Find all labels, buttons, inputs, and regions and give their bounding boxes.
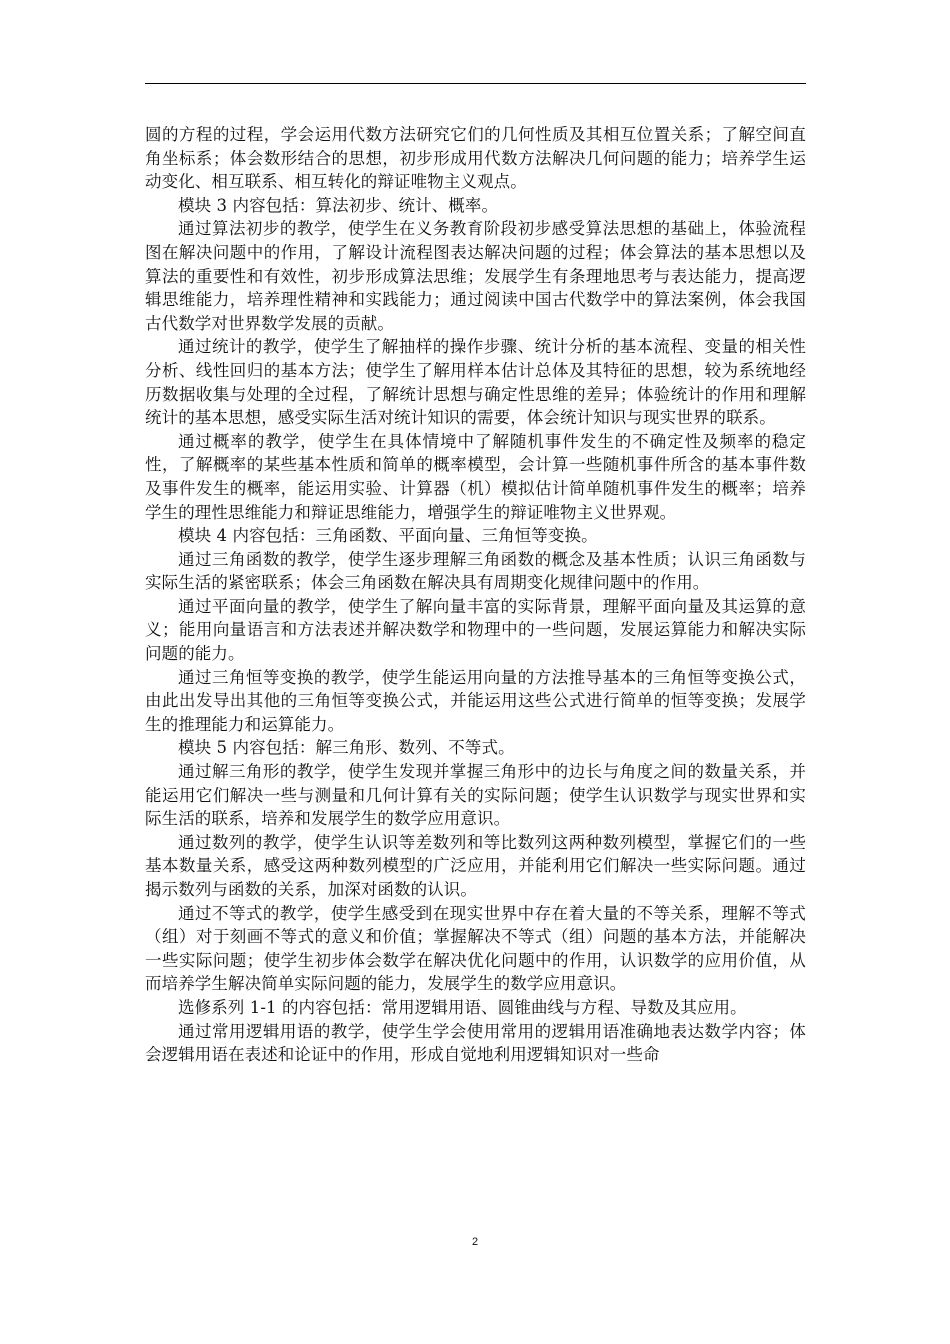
paragraph: 通过概率的教学，使学生在具体情境中了解随机事件发生的不确定性及频率的稳定性，了解概率的某些基本性质和简单的概率模型，会计算一些随机事件所含的基本事件数及事件发生的概率，能运用实验、计算器（机）模拟估计简单随机事件发生的概率；培养学生的理性思维能力和辩证思维能力，增强学生的辩证唯物主义世界观。 xyxy=(145,431,806,522)
header-rule xyxy=(145,83,806,84)
paragraph: 通过三角恒等变换的教学，使学生能运用向量的方法推导基本的三角恒等变换公式，由此出发导出其他的三角恒等变换公式，并能运用这些公式进行简单的恒等变换；发展学生的推理能力和运算能力。 xyxy=(145,667,806,734)
paragraph: 通过统计的教学，使学生了解抽样的操作步骤、统计分析的基本流程、变量的相关性分析、线性回归的基本方法；使学生了解用样本估计总体及其特征的思想，较为系统地经历数据收集与处理的全过程，了解统计思想与确定性思维的差异；体验统计的作用和理解统计的基本思想，感受实际生活对统计知识的需要，体会统计知识与现实世界的联系。 xyxy=(145,337,806,428)
paragraph: 选修系列 1-1 的内容包括：常用逻辑用语、圆锥曲线与方程、导数及其应用。 xyxy=(178,997,747,1017)
paragraph: 通过不等式的教学，使学生感受到在现实世界中存在着大量的不等关系，理解不等式（组）对于刻画不等式的意义和价值；掌握解决不等式（组）问题的基本方法，并能解决一些实际问题；使学生初步体会数学在解决优化问题中的作用，认识数学的应用价值，从而培养学生解决简单实际问题的能力，发展学生的数学应用意识。 xyxy=(145,903,806,994)
paragraph: 通过解三角形的教学，使学生发现并掌握三角形中的边长与角度之间的数量关系，并能运用它们解决一些与测量和几何计算有关的实际问题；使学生认识数学与现实世界和实际生活的联系，培养和发展学生的数学应用意识。 xyxy=(145,762,806,829)
paragraph: 通过数列的教学，使学生认识等差数列和等比数列这两种数列模型，掌握它们的一些基本数量关系，感受这两种数列模型的广泛应用，并能利用它们解决一些实际问题。通过揭示数列与函数的关系，加深对函数的认识。 xyxy=(145,832,806,899)
paragraph: 模块 3 内容包括：算法初步、统计、概率。 xyxy=(178,195,499,215)
paragraph: 模块 4 内容包括：三角函数、平面向量、三角恒等变换。 xyxy=(178,526,598,546)
paragraph: 圆的方程的过程，学会运用代数方法研究它们的几何性质及其相互位置关系；了解空间直角坐标系；体会数形结合的思想，初步形成用代数方法解决几何问题的能力；培养学生运动变化、相互联系、相互转化的辩证唯物主义观点。 xyxy=(145,125,806,192)
paragraph: 通过平面向量的教学，使学生了解向量丰富的实际背景，理解平面向量及其运算的意义；能用向量语言和方法表述并解决数学和物理中的一些问题，发展运算能力和解决实际问题的能力。 xyxy=(145,596,806,664)
body-text xyxy=(145,123,806,1067)
paragraph: 通过常用逻辑用语的教学，使学生学会使用常用的逻辑用语准确地表达数学内容；体会逻辑用语在表述和论证中的作用，形成自觉地利用逻辑知识对一些命 xyxy=(145,1021,806,1065)
page-number: 2 xyxy=(471,1236,479,1248)
paragraph: 通过算法初步的教学，使学生在义务教育阶段初步感受算法思想的基础上，体验流程图在解决问题中的作用，了解设计流程图表达解决问题的过程；体会算法的基本思想以及算法的重要性和有效性，初步形成算法思维；发展学生有条理地思考与表达能力，提高逻辑思维能力，培养理性精神和实践能力；通过阅读中国古代数学中的算法案例，体会我国古代数学对世界数学发展的贡献。 xyxy=(145,219,806,333)
paragraph: 通过三角函数的教学，使学生逐步理解三角函数的概念及基本性质；认识三角函数与实际生活的紧密联系；体会三角函数在解决具有周期变化规律问题中的作用。 xyxy=(145,549,806,593)
paragraph: 模块 5 内容包括：解三角形、数列、不等式。 xyxy=(178,738,515,758)
